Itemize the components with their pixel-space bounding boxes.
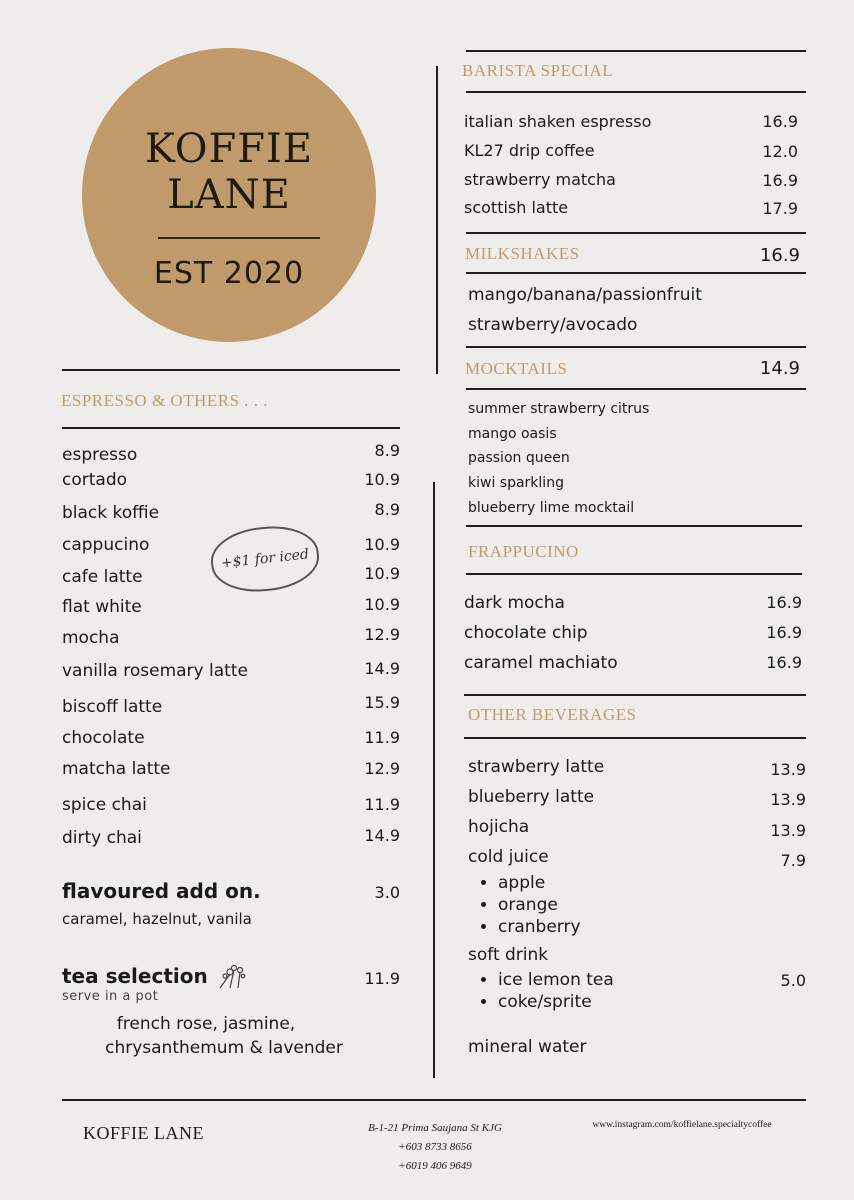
tea-varieties-line2: chrysanthemum & lavender	[105, 1038, 343, 1058]
milkshakes-price: 16.9	[759, 245, 800, 266]
footer-phone-2: +6019 406 9649	[398, 1160, 472, 1172]
menu-item-name: blueberry latte	[468, 787, 595, 807]
menu-item-price: 12.9	[364, 759, 400, 778]
menu-item-price: 16.9	[762, 112, 798, 131]
menu-item-price: 14.9	[364, 826, 400, 845]
soft-drink-label: soft drink	[468, 945, 549, 965]
tea-subtitle: serve in a pot	[62, 989, 159, 1004]
menu-item-name: chocolate	[62, 728, 145, 748]
menu-item-name: strawberry latte	[468, 757, 605, 777]
divider	[466, 91, 806, 93]
menu-item-price: 13.9	[770, 790, 806, 809]
menu-item-name: vanilla rosemary latte	[62, 661, 248, 681]
menu-item-price: 16.9	[766, 653, 802, 672]
menu-item-name: cortado	[62, 470, 128, 490]
menu-item-price: 12.0	[762, 142, 798, 161]
menu-item-name: dirty chai	[62, 828, 142, 848]
footer-instagram-link[interactable]: www.instagram.com/koffielane.specialtycoffee	[592, 1120, 772, 1130]
menu-item-price: 7.9	[780, 851, 806, 870]
menu-item-name: italian shaken espresso	[464, 112, 652, 131]
list-item: • orange	[498, 894, 581, 916]
milkshakes-flavours-line1: mango/banana/passionfruit	[468, 285, 702, 305]
menu-item-price: 16.9	[762, 171, 798, 190]
section-title-mocktails: MOCKTAILS	[465, 359, 568, 378]
menu-item-name: KL27 drip coffee	[464, 141, 595, 160]
menu-item-price: 15.9	[364, 693, 400, 712]
divider	[466, 50, 806, 52]
menu-item-name: cold juice	[468, 847, 549, 867]
divider	[62, 427, 400, 429]
tea-varieties-line1: french rose, jasmine,	[116, 1014, 296, 1034]
menu-item-name: chocolate chip	[464, 623, 588, 643]
menu-item-name: hojicha	[468, 817, 530, 837]
menu-item-name: cafe latte	[62, 567, 143, 587]
menu-item-price: 10.9	[364, 564, 400, 583]
divider	[466, 232, 806, 234]
logo-divider	[158, 237, 320, 239]
tea-price: 11.9	[364, 969, 400, 988]
logo-established: EST 2020	[153, 256, 305, 291]
list-item: • coke/sprite	[498, 991, 614, 1013]
menu-item-price: 17.9	[762, 199, 798, 218]
menu-item-price: 16.9	[766, 623, 802, 642]
divider	[466, 388, 806, 390]
section-title-milkshakes: MILKSHAKES	[465, 244, 580, 263]
milkshakes-flavours-line2: strawberry/avocado	[468, 315, 638, 335]
menu-item-name: dark mocha	[464, 593, 565, 613]
footer-address: B-1-21 Prima Saujana St KJG	[368, 1122, 502, 1134]
footer-brand: KOFFIE LANE	[83, 1123, 204, 1143]
cold-juice-options	[468, 872, 581, 938]
logo-name-line2: LANE	[167, 172, 291, 218]
menu-item-name: cappucino	[62, 535, 150, 555]
column-divider	[433, 482, 435, 1078]
menu-item-name: black koffie	[62, 503, 160, 523]
divider	[464, 694, 806, 696]
menu-item-price: 8.9	[374, 441, 400, 460]
menu-item-name: matcha latte	[62, 759, 171, 779]
addon-options: caramel, hazelnut, vanila	[62, 910, 252, 928]
addon-title: flavoured add on.	[62, 879, 261, 903]
menu-item-name: spice chai	[62, 795, 147, 815]
menu-item-name: flat white	[62, 597, 142, 617]
divider	[466, 573, 802, 575]
list-item: kiwi sparkling	[468, 475, 564, 491]
tea-title: tea selection	[62, 964, 208, 988]
menu-item-price: 10.9	[364, 470, 400, 489]
menu-item-name: mineral water	[468, 1037, 587, 1057]
list-item: mango oasis	[468, 426, 557, 442]
list-item: • apple	[498, 872, 581, 894]
list-item: blueberry lime mocktail	[468, 500, 635, 516]
menu-item-name: mocha	[62, 628, 120, 648]
menu-item-price: 11.9	[364, 728, 400, 747]
list-item: • ice lemon tea	[498, 969, 614, 991]
soft-drink-price: 5.0	[780, 971, 806, 990]
menu-item-price: 11.9	[364, 795, 400, 814]
menu-item-name: strawberry matcha	[464, 170, 616, 189]
menu-item-price: 13.9	[770, 760, 806, 779]
footer-divider	[62, 1099, 806, 1101]
section-title-espresso: ESPRESSO & OTHERS . . .	[61, 391, 269, 410]
flower-sprig-icon	[216, 962, 246, 994]
mocktails-price: 14.9	[759, 358, 800, 379]
addon-price: 3.0	[374, 883, 400, 902]
logo-badge	[82, 48, 376, 342]
list-item: • cranberry	[498, 916, 581, 938]
column-divider	[436, 66, 438, 374]
menu-item-price: 14.9	[364, 659, 400, 678]
menu-item-name: biscoff latte	[62, 697, 163, 717]
menu-item-price: 10.9	[364, 535, 400, 554]
list-item: summer strawberry citrus	[468, 401, 650, 417]
menu-item-price: 12.9	[364, 625, 400, 644]
section-title-other-beverages: OTHER BEVERAGES	[468, 705, 637, 724]
divider	[466, 346, 806, 348]
divider	[464, 737, 806, 739]
menu-item-name: espresso	[62, 445, 138, 465]
menu-item-name: caramel machiato	[464, 653, 618, 673]
menu-item-name: scottish latte	[464, 198, 569, 217]
logo-name-line1: KOFFIE	[144, 126, 314, 172]
section-title-frappucino: FRAPPUCINO	[468, 542, 579, 561]
list-item: passion queen	[468, 450, 570, 466]
section-title-barista: BARISTA SPECIAL	[462, 61, 614, 80]
soft-drink-options	[468, 969, 614, 1013]
menu-item-price: 16.9	[766, 593, 802, 612]
divider	[466, 272, 806, 274]
menu-item-price: 8.9	[374, 500, 400, 519]
divider	[466, 525, 802, 527]
iced-surcharge-note: +$1 for iced	[208, 522, 322, 597]
divider	[62, 369, 400, 371]
menu-item-price: 13.9	[770, 821, 806, 840]
footer-phone-1: +603 8733 8656	[398, 1141, 472, 1153]
menu-item-price: 10.9	[364, 595, 400, 614]
